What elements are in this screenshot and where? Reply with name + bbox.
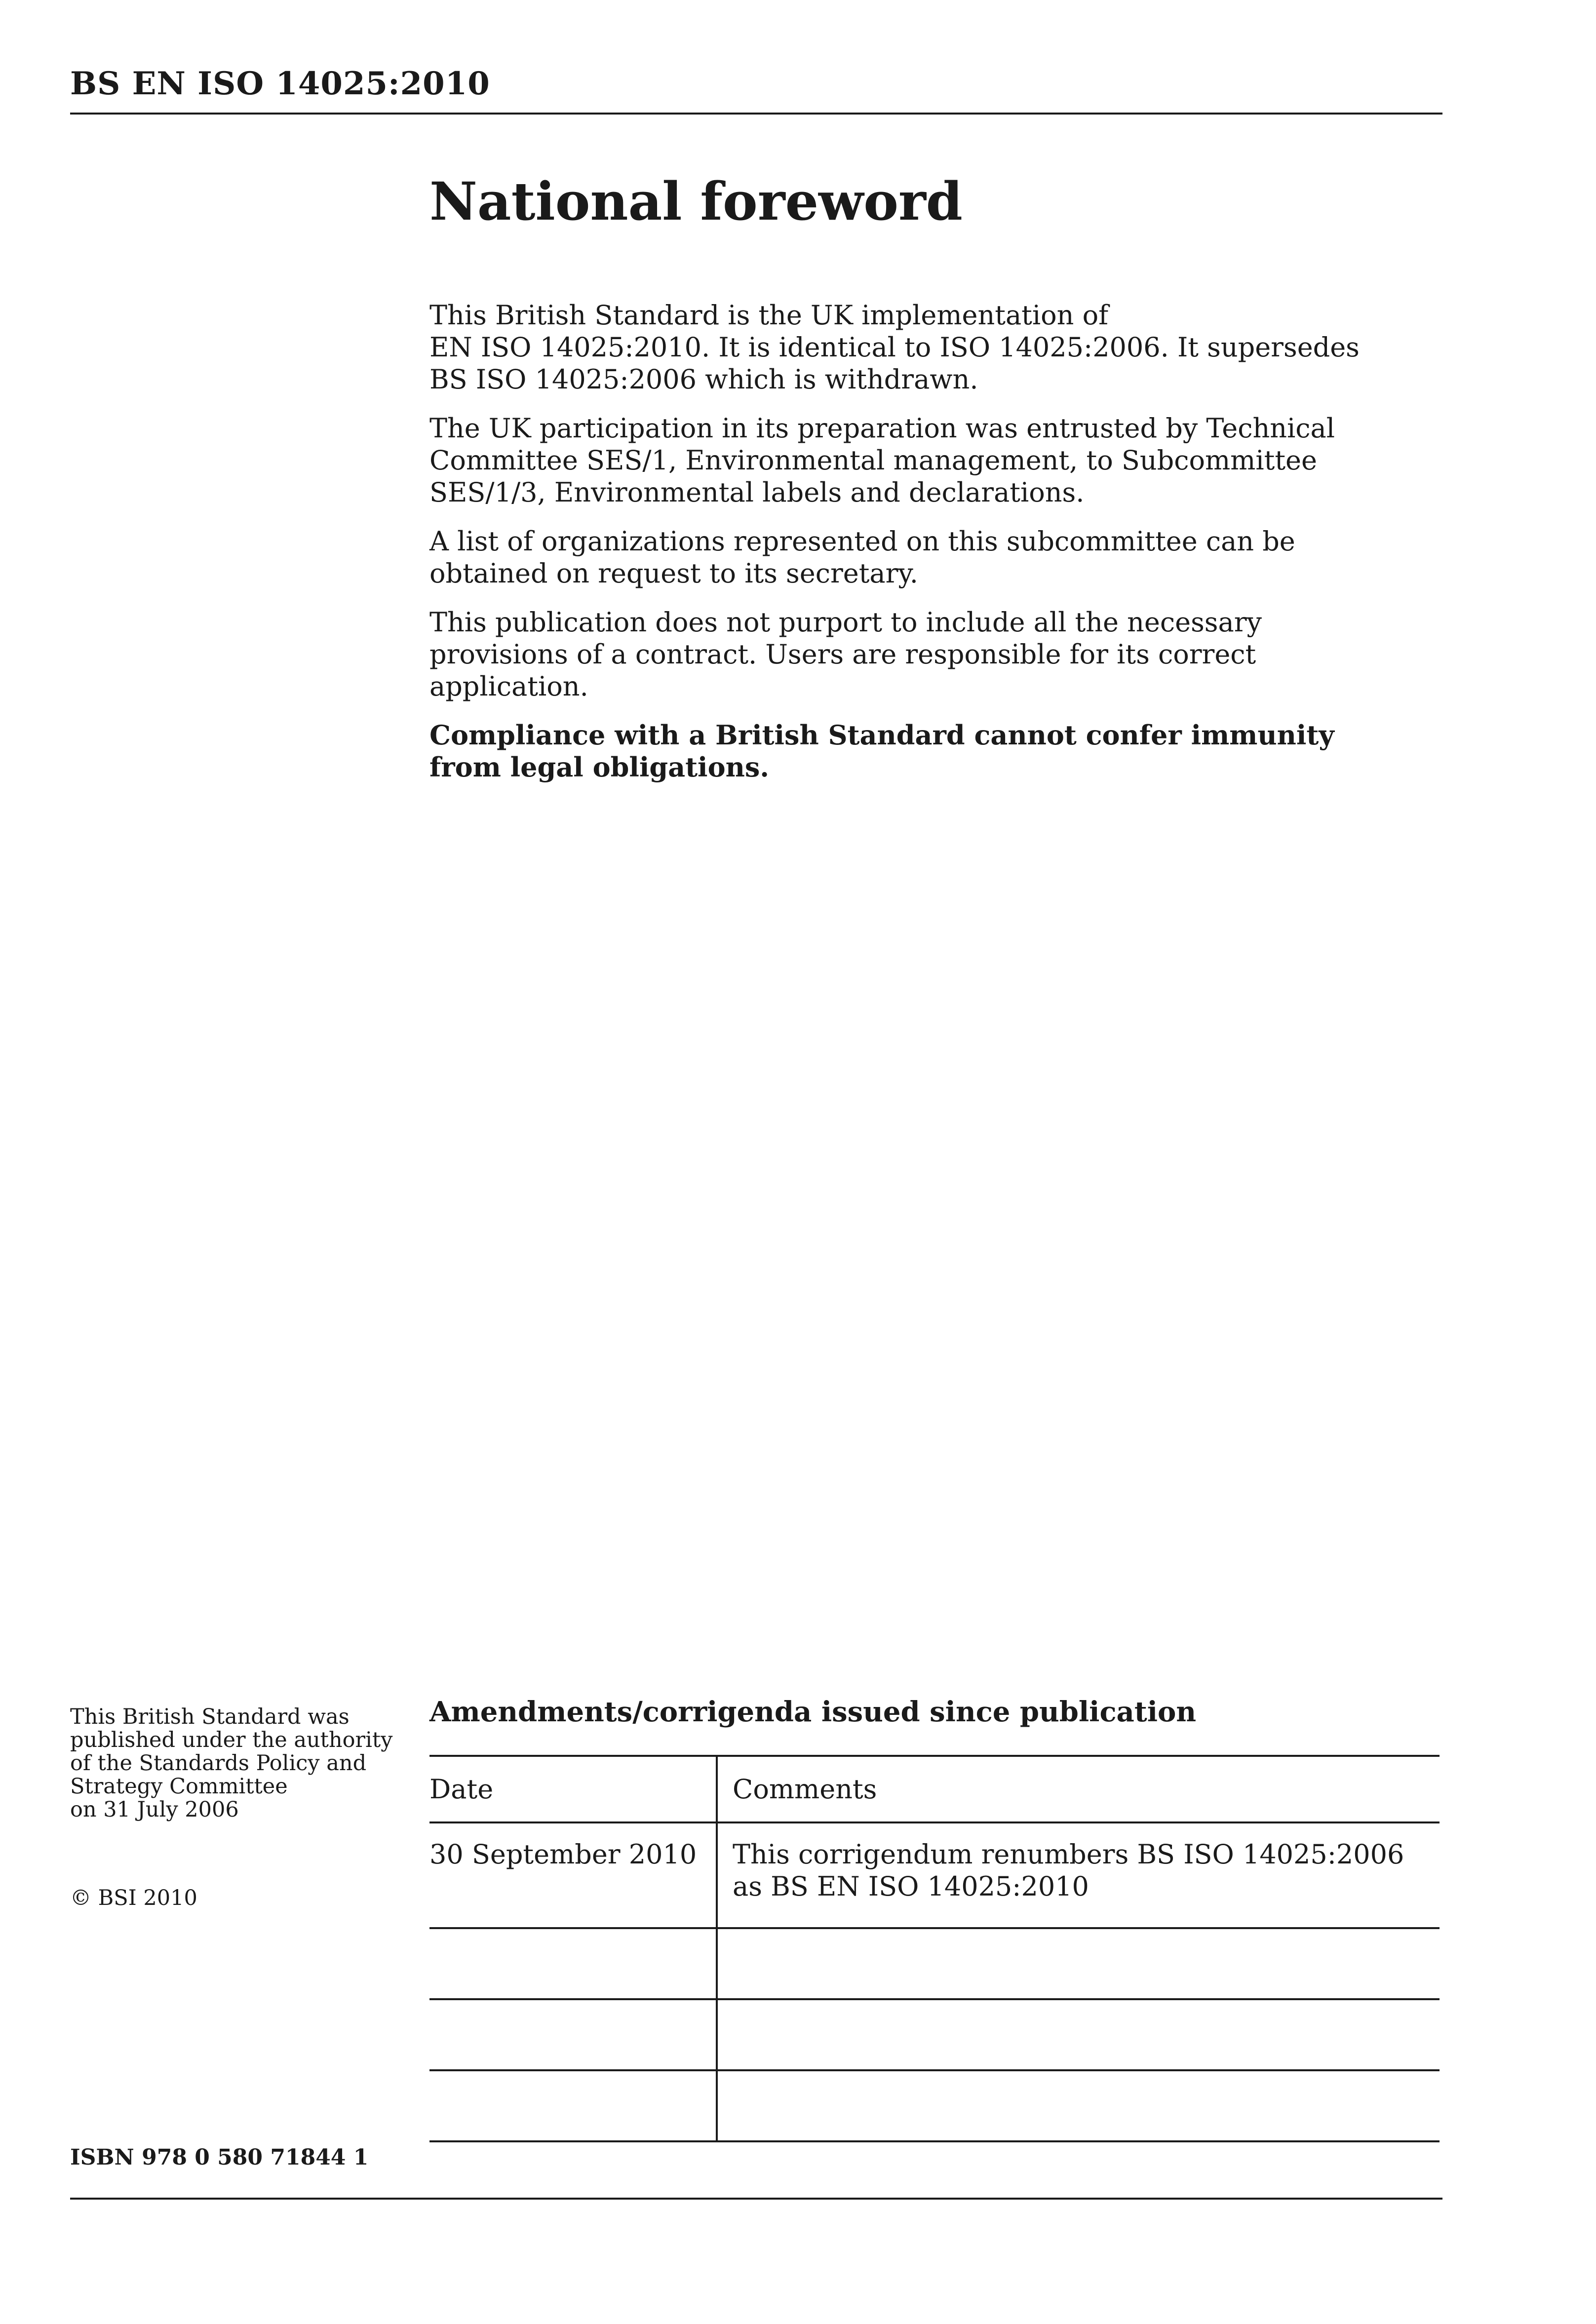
foreword-paragraph: This publication does not purport to include all the necessary provisions of a contract. Users are responsible for its correct application.: [429, 607, 1262, 702]
table-row: [429, 1999, 1440, 2070]
footer-divider: [70, 2198, 1442, 2200]
standard-reference: BS EN ISO 14025:2010: [70, 65, 490, 102]
amendments-heading: Amendments/corrigenda issued since publication: [429, 1696, 1197, 1728]
foreword-paragraph: A list of organizations represented on this subcommittee can be obtained on request to its secretary.: [429, 526, 1295, 589]
page-title: National foreword: [429, 170, 963, 232]
foreword-body: [429, 299, 1397, 800]
empty-date-cell: [429, 1999, 717, 2070]
table-row: [429, 2070, 1440, 2141]
amendments-table: [429, 1755, 1440, 2142]
amendment-date: 30 September 2010: [429, 1822, 717, 1928]
empty-comment-cell: [717, 2070, 1440, 2141]
empty-date-cell: [429, 1928, 717, 1999]
foreword-paragraph: This British Standard is the UK implementation of EN ISO 14025:2010. It is identical to ISO 14025:2006. It supersedes BS ISO 14025:2006 which is withdrawn.: [429, 300, 1360, 395]
table-row: [429, 1822, 1440, 1928]
column-header-comments: Comments: [717, 1756, 1440, 1822]
table-header-row: [429, 1756, 1440, 1822]
column-header-date: Date: [429, 1756, 717, 1822]
amendment-comment-cell: [717, 1822, 1440, 1928]
empty-date-cell: [429, 2070, 717, 2141]
header-divider: [70, 113, 1442, 115]
table-row: [429, 1928, 1440, 1999]
foreword-paragraph: The UK participation in its preparation was entrusted by Technical Committee SES/1, Environmental management, to Subcommittee SES/1/3, Environmental labels and declarations.: [429, 413, 1335, 508]
empty-comment-cell: [717, 1928, 1440, 1999]
empty-comment-cell: [717, 1999, 1440, 2070]
publication-authority-note: This British Standard was published under the authority of the Standards Policy and Strategy Committee on 31 July 2006: [70, 1704, 393, 1822]
copyright-notice: © BSI 2010: [70, 1886, 197, 1910]
compliance-note: Compliance with a British Standard cannot confer immunity from legal obligations.: [429, 719, 1334, 783]
amendment-comment: This corrigendum renumbers BS ISO 14025:2006 as BS EN ISO 14025:2010: [733, 1839, 1404, 1902]
isbn: ISBN 978 0 580 71844 1: [70, 2145, 369, 2170]
